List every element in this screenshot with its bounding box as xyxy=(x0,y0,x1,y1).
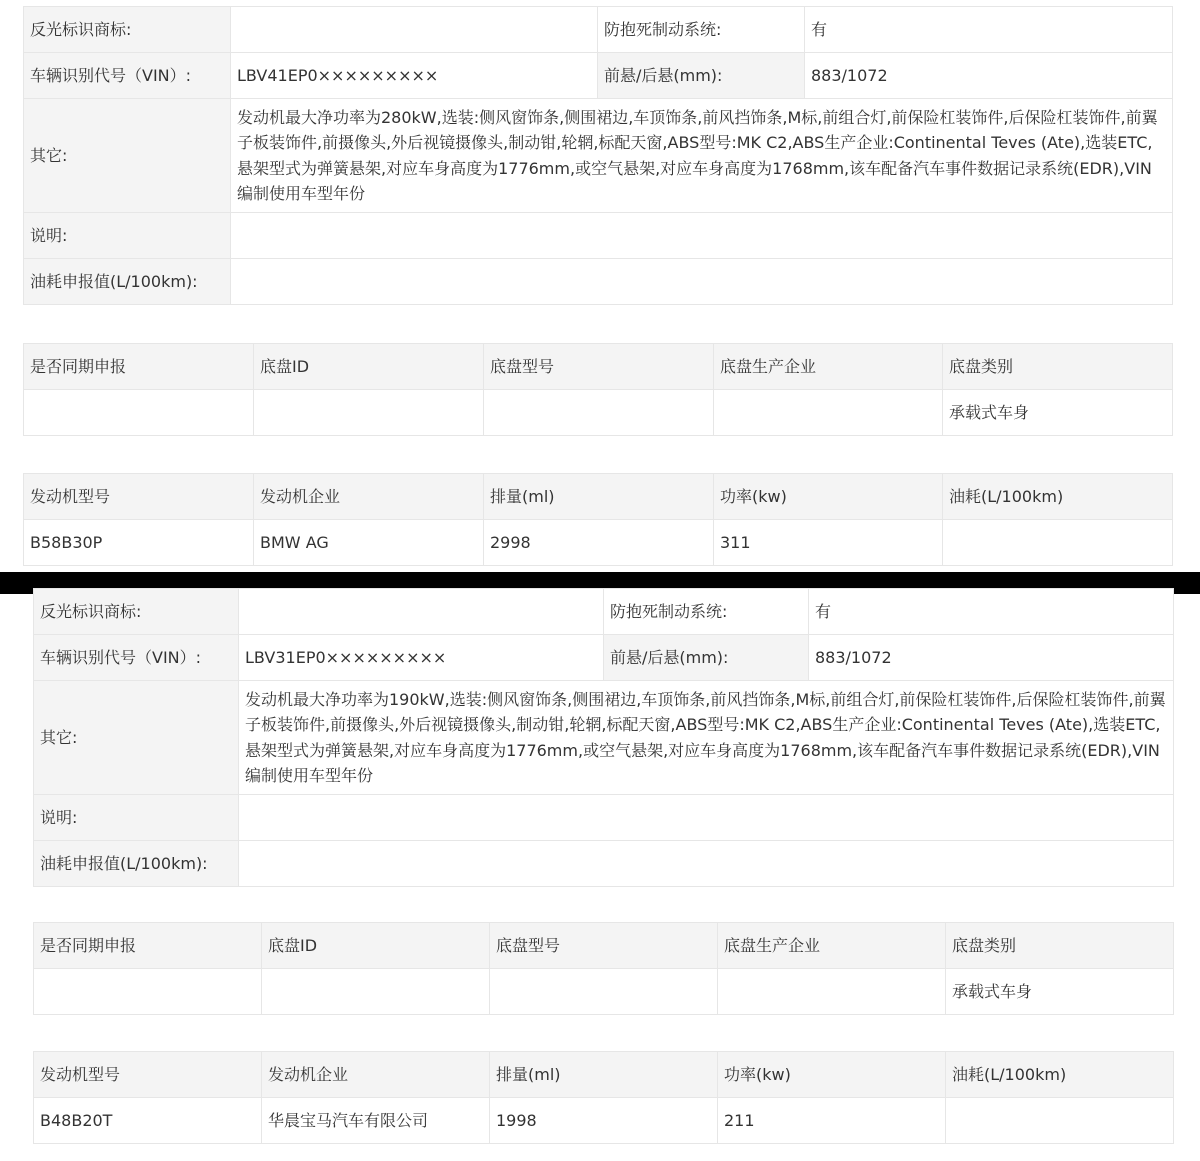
vin-value: LBV31EP0××××××××× xyxy=(239,635,604,681)
engine-header-power: 功率(kw) xyxy=(714,474,943,520)
chassis-header-sync: 是否同期申报 xyxy=(24,344,254,390)
engine-cell-fuel xyxy=(946,1098,1174,1144)
other-label: 其它: xyxy=(24,99,231,213)
reflective-label: 反光标识商标: xyxy=(24,7,231,53)
chassis-table xyxy=(33,922,1174,1015)
fuel-label: 油耗申报值(L/100km): xyxy=(24,259,231,305)
fuel-label: 油耗申报值(L/100km): xyxy=(34,841,239,887)
engine-cell-model: B48B20T xyxy=(34,1098,262,1144)
chassis-cell-model xyxy=(484,390,714,436)
chassis-cell-maker xyxy=(718,969,946,1015)
chassis-cell-id xyxy=(254,390,484,436)
engine-header-displacement: 排量(ml) xyxy=(490,1052,718,1098)
chassis-cell-type: 承载式车身 xyxy=(943,390,1173,436)
chassis-header-sync: 是否同期申报 xyxy=(34,923,262,969)
overhang-label: 前悬/后悬(mm): xyxy=(604,635,809,681)
engine-header-fuel: 油耗(L/100km) xyxy=(943,474,1173,520)
table-row xyxy=(24,53,1173,99)
note-value xyxy=(239,795,1174,841)
table-row xyxy=(24,520,1173,566)
engine-cell-model: B58B30P xyxy=(24,520,254,566)
table-header-row xyxy=(24,344,1173,390)
table-row xyxy=(34,681,1174,795)
chassis-header-model: 底盘型号 xyxy=(484,344,714,390)
abs-value: 有 xyxy=(805,7,1173,53)
chassis-header-id: 底盘ID xyxy=(254,344,484,390)
table-row xyxy=(24,259,1173,305)
chassis-table xyxy=(23,343,1173,436)
table-row xyxy=(34,969,1174,1015)
table-row xyxy=(24,390,1173,436)
note-value xyxy=(231,213,1173,259)
chassis-cell-sync xyxy=(34,969,262,1015)
reflective-label: 反光标识商标: xyxy=(34,589,239,635)
table-row xyxy=(34,1098,1174,1144)
chassis-cell-sync xyxy=(24,390,254,436)
table-row xyxy=(24,213,1173,259)
vin-value: LBV41EP0××××××××× xyxy=(231,53,598,99)
table-row xyxy=(34,635,1174,681)
table-row xyxy=(34,841,1174,887)
reflective-value xyxy=(239,589,604,635)
vehicle-panel-b xyxy=(0,594,1200,1161)
overhang-value: 883/1072 xyxy=(805,53,1173,99)
other-label: 其它: xyxy=(34,681,239,795)
engine-cell-power: 211 xyxy=(718,1098,946,1144)
fuel-value xyxy=(239,841,1174,887)
engine-table xyxy=(23,473,1173,566)
engine-table xyxy=(33,1051,1174,1144)
engine-header-model: 发动机型号 xyxy=(34,1052,262,1098)
abs-label: 防抱死制动系统: xyxy=(604,589,809,635)
vin-label: 车辆识别代号（VIN）: xyxy=(24,53,231,99)
chassis-cell-id xyxy=(262,969,490,1015)
engine-header-maker: 发动机企业 xyxy=(262,1052,490,1098)
chassis-header-type: 底盘类别 xyxy=(943,344,1173,390)
note-label: 说明: xyxy=(24,213,231,259)
table-row xyxy=(24,99,1173,213)
table-header-row xyxy=(34,923,1174,969)
overhang-value: 883/1072 xyxy=(809,635,1174,681)
other-value: 发动机最大净功率为190kW,选装:侧风窗饰条,侧围裙边,车顶饰条,前风挡饰条,M标,前组合灯,前保险杠装饰件,后保险杠装饰件,前翼子板装饰件,前摄像头,外后视镜摄像头,制动钳,轮辋,标配天窗,ABS型号:MK C2,ABS生产企业:Continental Teves (Ate),选装ETC,悬架型式为弹簧悬架,对应车身高度为1776mm,或空气悬架,对应车身高度为1768mm,该车配备汽车事件数据记录系统(EDR),VIN编制使用车型年份 xyxy=(239,681,1174,795)
vehicle-panel-a xyxy=(0,0,1200,572)
info-table xyxy=(33,588,1174,887)
table-row xyxy=(24,7,1173,53)
engine-cell-displacement: 1998 xyxy=(490,1098,718,1144)
note-label: 说明: xyxy=(34,795,239,841)
chassis-header-maker: 底盘生产企业 xyxy=(718,923,946,969)
engine-cell-power: 311 xyxy=(714,520,943,566)
chassis-header-model: 底盘型号 xyxy=(490,923,718,969)
engine-header-model: 发动机型号 xyxy=(24,474,254,520)
engine-cell-fuel xyxy=(943,520,1173,566)
table-header-row xyxy=(24,474,1173,520)
engine-header-power: 功率(kw) xyxy=(718,1052,946,1098)
chassis-header-id: 底盘ID xyxy=(262,923,490,969)
chassis-header-type: 底盘类别 xyxy=(946,923,1174,969)
info-table xyxy=(23,6,1173,305)
engine-header-maker: 发动机企业 xyxy=(254,474,484,520)
chassis-cell-maker xyxy=(714,390,943,436)
chassis-cell-type: 承载式车身 xyxy=(946,969,1174,1015)
engine-header-fuel: 油耗(L/100km) xyxy=(946,1052,1174,1098)
fuel-value xyxy=(231,259,1173,305)
reflective-value xyxy=(231,7,598,53)
engine-cell-maker: BMW AG xyxy=(254,520,484,566)
other-value: 发动机最大净功率为280kW,选装:侧风窗饰条,侧围裙边,车顶饰条,前风挡饰条,M标,前组合灯,前保险杠装饰件,后保险杠装饰件,前翼子板装饰件,前摄像头,外后视镜摄像头,制动钳,轮辋,标配天窗,ABS型号:MK C2,ABS生产企业:Continental Teves (Ate),选装ETC,悬架型式为弹簧悬架,对应车身高度为1776mm,或空气悬架,对应车身高度为1768mm,该车配备汽车事件数据记录系统(EDR),VIN编制使用车型年份 xyxy=(231,99,1173,213)
vin-label: 车辆识别代号（VIN）: xyxy=(34,635,239,681)
overhang-label: 前悬/后悬(mm): xyxy=(598,53,805,99)
chassis-cell-model xyxy=(490,969,718,1015)
abs-label: 防抱死制动系统: xyxy=(598,7,805,53)
table-row xyxy=(34,795,1174,841)
table-header-row xyxy=(34,1052,1174,1098)
chassis-header-maker: 底盘生产企业 xyxy=(714,344,943,390)
engine-header-displacement: 排量(ml) xyxy=(484,474,714,520)
engine-cell-displacement: 2998 xyxy=(484,520,714,566)
table-row xyxy=(34,589,1174,635)
engine-cell-maker: 华晨宝马汽车有限公司 xyxy=(262,1098,490,1144)
abs-value: 有 xyxy=(809,589,1174,635)
